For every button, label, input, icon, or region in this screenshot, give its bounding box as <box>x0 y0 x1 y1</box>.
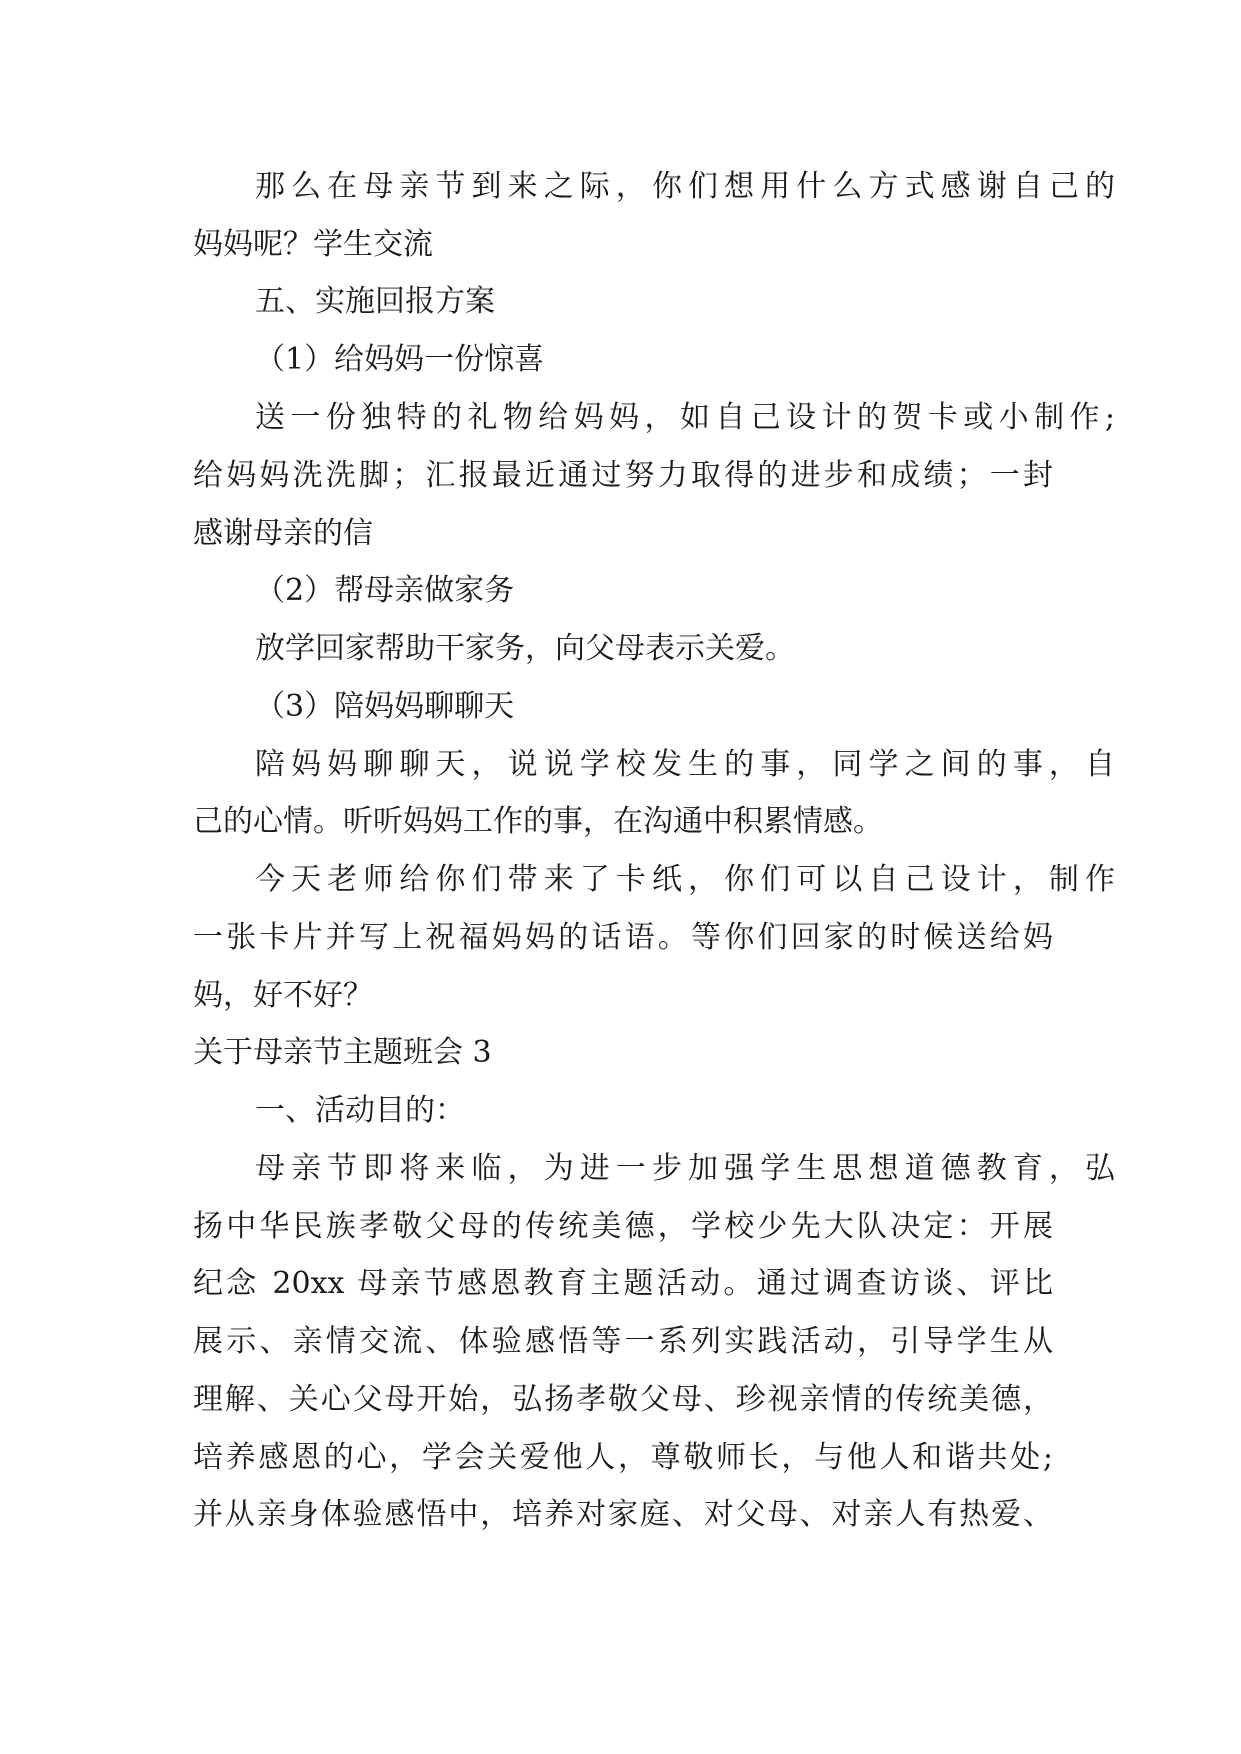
body-line: 陪妈妈聊聊天，说说学校发生的事，同学之间的事，自 <box>255 747 1115 782</box>
body-line: 并从亲身体验感悟中，培养对家庭、对父母、对亲人有热爱、 <box>193 1497 1053 1532</box>
body-line: 给妈妈洗洗脚；汇报最近通过努力取得的进步和成绩；一封 <box>193 458 1053 493</box>
subheading: （1）给妈妈一份惊喜 <box>255 342 545 377</box>
section-heading: 五、实施回报方案 <box>255 284 495 319</box>
body-line: 扬中华民族孝敬父母的传统美德，学校少先大队决定：开展 <box>193 1209 1053 1244</box>
subheading: （2）帮母亲做家务 <box>255 573 515 608</box>
body-line: 今天老师给你们带来了卡纸，你们可以自己设计，制作 <box>255 862 1115 897</box>
body-line: 送一份独特的礼物给妈妈，如自己设计的贺卡或小制作; <box>255 400 1115 435</box>
subheading: （3）陪妈妈聊聊天 <box>255 689 515 724</box>
body-line: 一张卡片并写上祝福妈妈的话语。等你们回家的时候送给妈 <box>193 920 1053 955</box>
body-line: 感谢母亲的信 <box>193 516 373 551</box>
body-line: 妈，好不好？ <box>193 978 373 1013</box>
body-line: 己的心情。听听妈妈工作的事，在沟通中积累情感。 <box>193 804 883 839</box>
document-title: 关于母亲节主题班会 3 <box>193 1035 492 1070</box>
body-line: 理解、关心父母开始，弘扬孝敬父母、珍视亲情的传统美德， <box>193 1382 1053 1417</box>
body-line: 放学回家帮助干家务，向父母表示关爱。 <box>255 631 795 666</box>
section-heading: 一、活动目的： <box>255 1093 465 1128</box>
body-line: 纪念 20xx 母亲节感恩教育主题活动。通过调查访谈、评比 <box>193 1266 1053 1301</box>
body-line: 母亲节即将来临，为进一步加强学生思想道德教育，弘 <box>255 1151 1115 1186</box>
body-line: 培养感恩的心，学会关爱他人，尊敬师长，与他人和谐共处; <box>193 1440 1053 1475</box>
body-line: 妈妈呢？学生交流 <box>193 227 433 262</box>
body-line: 展示、亲情交流、体验感悟等一系列实践活动，引导学生从 <box>193 1324 1053 1359</box>
body-line: 那么在母亲节到来之际，你们想用什么方式感谢自己的 <box>255 169 1115 204</box>
